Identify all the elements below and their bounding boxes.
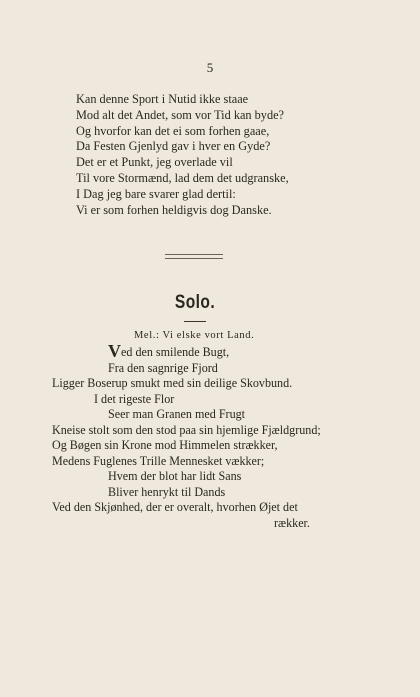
poem-line: Medens Fuglenes Trille Mennesket vækker; — [52, 453, 265, 468]
verse-line: I Dag jeg bare svarer glad dertil: — [76, 186, 236, 201]
verse-line: Kan denne Sport i Nutid ikke staae — [76, 92, 249, 106]
solo-poem — [52, 341, 352, 531]
verse-stanza — [76, 92, 376, 218]
poem-line: Seer man Granen med Frugt — [108, 407, 246, 421]
poem-first-line — [52, 341, 352, 361]
poem-line: I det rigeste Flor — [94, 391, 175, 406]
page-number: 5 — [206, 60, 214, 75]
verse-line: Og hvorfor kan det ei som forhen gaae, — [76, 123, 270, 138]
poem-line: Ligger Boserup smukt med sin deilige Skovbund. — [52, 376, 293, 390]
poem-line: Kneise stolt som den stod paa sin hjemlige Fjældgrund; — [52, 422, 321, 437]
poem-line: Bliver henrykt til Dands — [108, 484, 226, 499]
poem-line-continuation: rækker. — [274, 515, 310, 530]
melody-note: Mel.: Vi elske vort Land. — [134, 330, 255, 341]
verse-line: Vi er som forhen heldigvis dog Danske. — [76, 202, 272, 217]
poem-line: Hvem der blot har lidt Sans — [108, 469, 242, 483]
section-divider — [165, 254, 223, 259]
drop-cap: V — [108, 341, 121, 361]
verse-line: Til vore Stormænd, lad dem det udgranske, — [76, 170, 289, 185]
poem-line: ed den smilende Bugt, — [121, 345, 230, 359]
verse-line: Det er et Punkt, jeg overlade vil — [76, 155, 233, 170]
poem-line: Og Bøgen sin Krone mod Himmelen strækker, — [52, 438, 278, 452]
title-underline — [184, 321, 206, 322]
verse-line: Da Festen Gjenlyd gav i hver en Gyde? — [76, 139, 271, 154]
poem-line: Ved den Skjønhed, der er overalt, hvorhen Øjet det — [52, 500, 298, 514]
poem-line: Fra den sagnrige Fjord — [108, 360, 218, 375]
section-title: Solo. — [174, 292, 216, 313]
verse-line: Mod alt det Andet, som vor Tid kan byde? — [76, 107, 285, 122]
